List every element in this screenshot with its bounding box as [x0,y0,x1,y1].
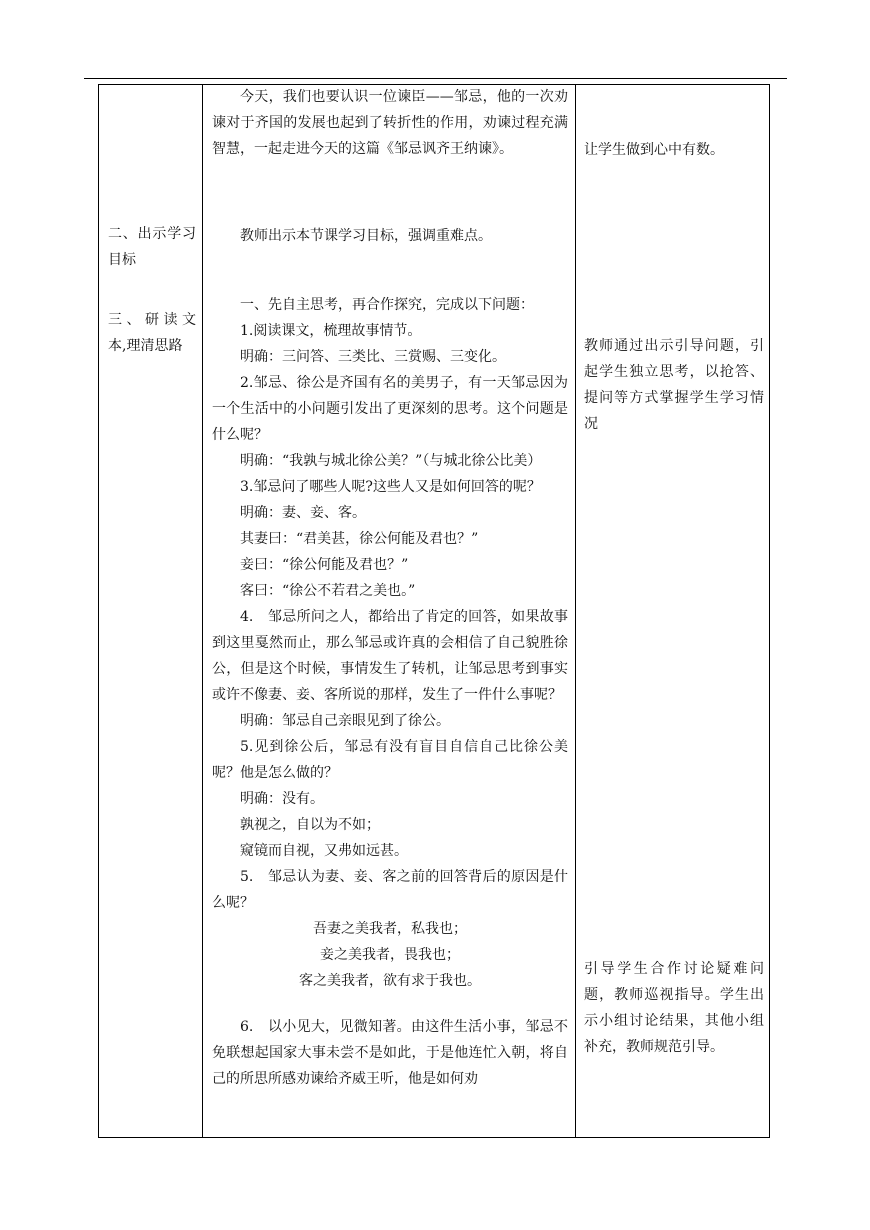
intro-paragraph: 今天，我们也要认识一位谏臣——邹忌，他的一次劝谏对于齐国的发展也起到了转折性的作用，劝谏过程充满智慧，一起走进今天的这篇《邹忌讽齐王纳谏》。 [212,89,568,157]
question-line: 妾曰：“徐公何能及君也？” [240,557,409,573]
question-line: 一、先自主思考，再合作探究，完成以下问题： [240,297,534,313]
column-divider-right [575,84,576,1138]
question-line: 明确：妻、妾、客。 [240,505,366,521]
question-line: 明确：邹忌自己亲眼见到了徐公。 [240,713,450,729]
quote-line: 吾妻之美我者，私我也； [313,921,467,937]
question-line: 其妻曰：“君美甚，徐公何能及君也？” [240,531,479,547]
question-line: 明确：三问答、三类比、三赏赐、三变化。 [240,349,506,365]
step-3-text: 三、研读文本,理清思路 [108,312,196,354]
header-rule [84,78,787,79]
note-1-block [584,137,764,163]
question-6: 6. 以小见大，见微知著。由这件生活小事，邹忌不免联想起国家大事未尝不是如此，于是他连忙入朝，将自己的所思所感劝谏给齐威王听，他是如何劝 [212,1019,568,1087]
column-divider-left [202,84,203,1138]
note-3-block [584,956,764,1060]
note-1: 让学生做到心中有数。 [584,142,724,158]
question-line: 客曰：“徐公不若君之美也。” [240,583,416,599]
goal-block [212,223,568,249]
question-line: 孰视之，自以为不如； [240,817,380,833]
question-line: 5.见到徐公后，邹忌有没有盲目自信自己比徐公美呢？他是怎么做的？ [212,739,568,781]
question-line: 明确：没有。 [240,791,324,807]
question-line: 窥镜而自视，又弗如远甚。 [240,843,408,859]
intro-block [212,84,568,162]
note-2-block [584,333,764,437]
question-line: 5. 邹忌认为妻、妾、客之前的回答背后的原因是什么呢？ [212,869,568,911]
question-line: 明确：“我孰与城北徐公美？”（与城北徐公比美） [240,453,542,469]
question-line: 1.阅读课文，梳理故事情节。 [240,323,422,339]
question-line: 3.邹忌问了哪些人呢?这些人又是如何回答的呢？ [240,479,541,495]
step-2-label [108,221,196,273]
note-3: 引导学生合作讨论疑难问题，教师巡视指导。学生出示小组讨论结果，其他小组补充，教师规范引导。 [584,961,764,1055]
table-bottom-edge [98,1137,770,1138]
note-2: 教师通过出示引导问题，引起学生独立思考，以抢答、提问等方式掌握学生学习情况 [584,338,764,432]
step-2-text: 二、出示学习目标 [108,226,196,268]
quote-line: 妾之美我者，畏我也； [320,947,460,963]
goal-paragraph: 教师出示本节课学习目标，强调重难点。 [240,228,492,244]
step-3-label [108,307,196,359]
spacer [212,994,568,1014]
quote-line: 客之美我者，欲有求于我也。 [299,973,481,989]
question-line: 2.邹忌、徐公是齐国有名的美男子，有一天邹忌因为一个生活中的小问题引发出了更深刻的思考。这个问题是什么呢？ [212,375,568,443]
questions-block [212,292,568,1092]
question-line: 4. 邹忌所问之人，都给出了肯定的回答，如果故事到这里戛然而止，那么邹忌或许真的会相信了自己貌胜徐公，但是这个时候，事情发生了转机，让邹忌思考到事实或许不像妻、妾、客所说的那样，发生了一件什么事呢？ [212,609,568,703]
